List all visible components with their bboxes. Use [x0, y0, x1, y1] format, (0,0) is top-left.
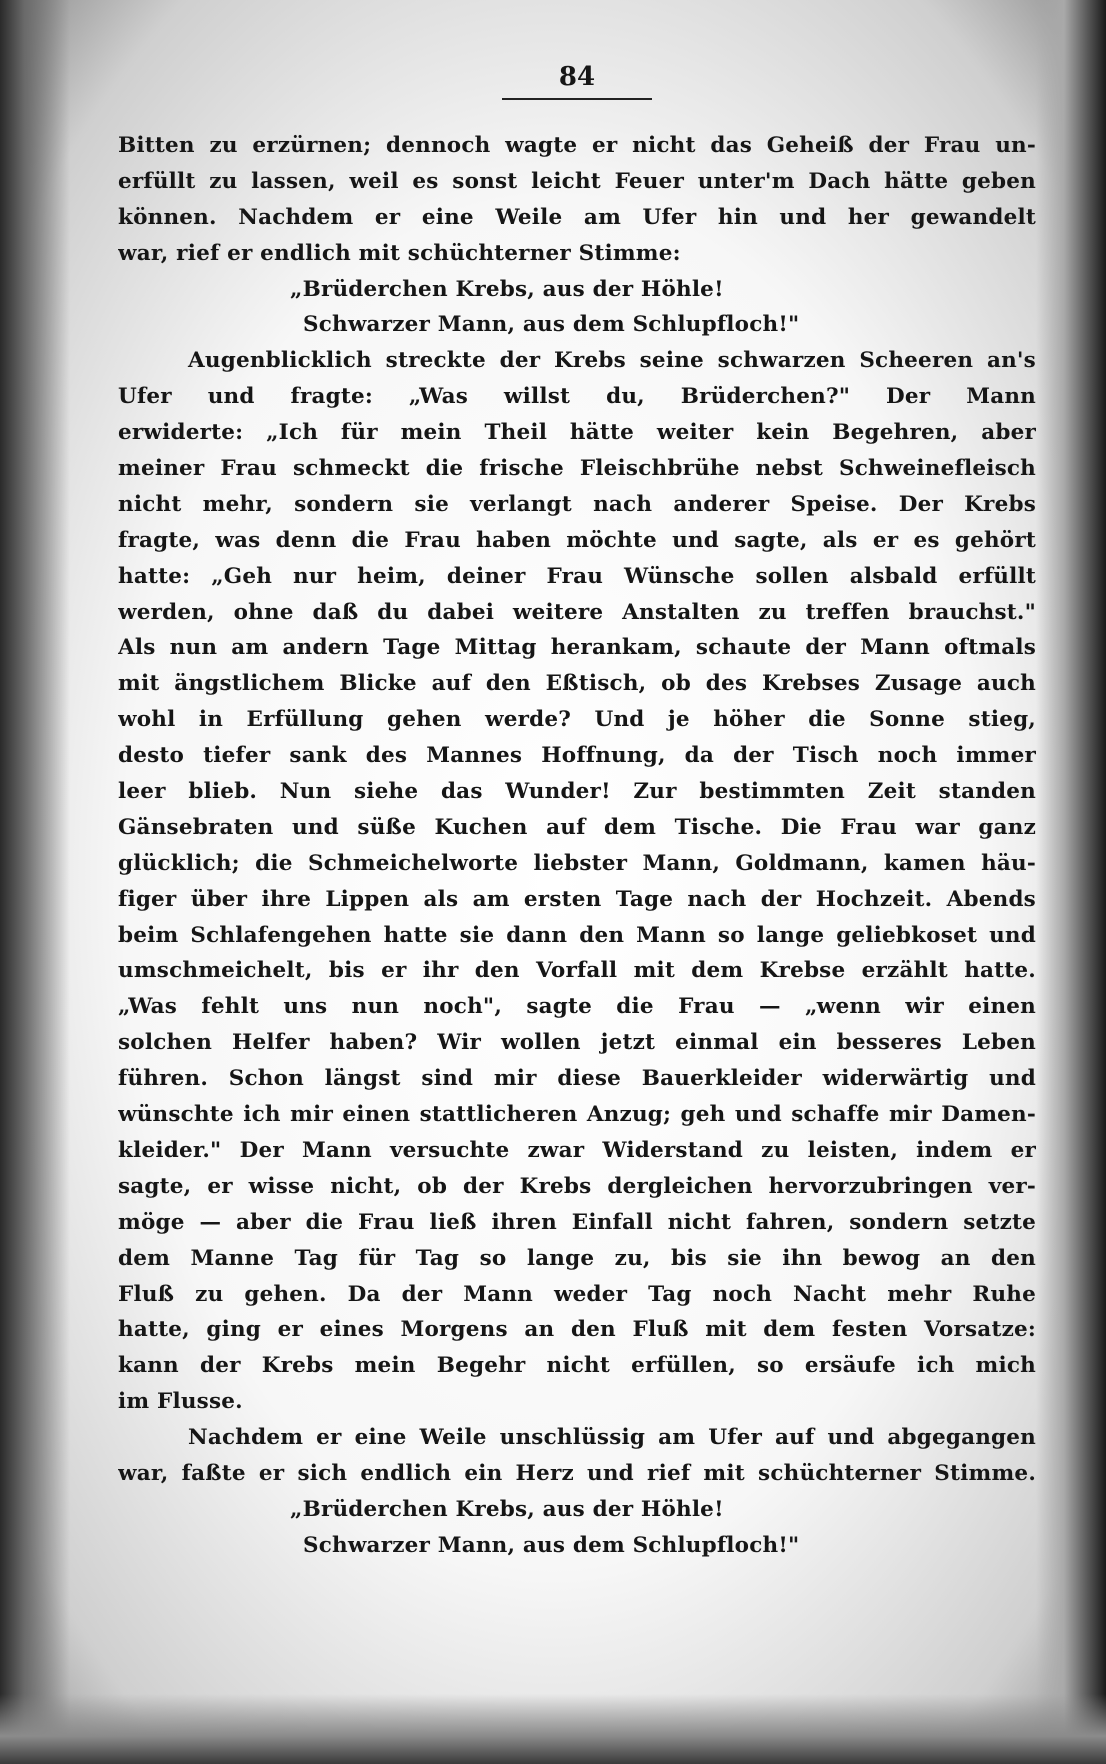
text-line: meiner Frau schmeckt die frische Fleischbrühe nebst Schweinefleisch — [118, 456, 1036, 482]
text-line: nicht mehr, sondern sie verlangt nach anderer Speise. Der Krebs — [118, 491, 1036, 517]
text-line: führen. Schon längst sind mir diese Bauerkleider widerwärtig und — [118, 1066, 1036, 1092]
text-line: Gänsebraten und süße Kuchen auf dem Tische. Die Frau war ganz — [118, 814, 1036, 840]
scan-shadow-right — [1036, 0, 1106, 1764]
page-number-rule — [502, 98, 652, 100]
text-line: figer über ihre Lippen als am ersten Tage nach der Hochzeit. Abends — [118, 886, 1036, 912]
page-number: 84 — [558, 62, 596, 92]
text-line: Als nun am andern Tage Mittag herankam, schaute der Mann oftmals — [118, 635, 1036, 661]
text-line: hatte, ging er eines Morgens an den Fluß mit dem festen Vorsatze: — [118, 1317, 1036, 1343]
text-line: möge — aber die Frau ließ ihren Einfall nicht fahren, sondern setzte — [118, 1209, 1036, 1235]
text-line: wohl in Erfüllung gehen werde? Und je höher die Sonne stieg, — [118, 707, 1036, 733]
text-line: Fluß zu gehen. Da der Mann weder Tag noch Nacht mehr Ruhe — [118, 1281, 1036, 1307]
text-line: werden, ohne daß du dabei weitere Anstalten zu treffen brauchst." — [118, 599, 1036, 625]
text-line: wünschte ich mir einen stattlicheren Anzug; geh und schaffe mir Damen- — [118, 1102, 1036, 1128]
text-line: hatte: „Geh nur heim, deiner Frau Wünsche sollen alsbald erfüllt — [118, 563, 1036, 589]
text-line: dem Manne Tag für Tag so lange zu, bis sie ihn bewog an den — [118, 1245, 1036, 1271]
text-line: solchen Helfer haben? Wir wollen jetzt einmal ein besseres Leben — [118, 1030, 1036, 1056]
text-line: im Flusse. — [118, 1389, 243, 1415]
text-line: war, faßte er sich endlich ein Herz und rief mit schüchterner Stimme. — [118, 1460, 1036, 1486]
text-line: beim Schlafengehen hatte sie dann den Mann so lange geliebkoset und — [118, 922, 1036, 948]
scan-shadow-left — [0, 0, 70, 1764]
text-line: glücklich; die Schmeichelworte liebster Mann, Goldmann, kamen häu- — [118, 850, 1036, 876]
text-line: war, rief er endlich mit schüchterner Stimme: — [118, 240, 681, 266]
text-line: desto tiefer sank des Mannes Hoffnung, da der Tisch noch immer — [118, 743, 1036, 769]
text-line: erwiderte: „Ich für mein Theil hätte weiter kein Begehren, aber — [118, 420, 1036, 446]
text-line: kann der Krebs mein Begehr nicht erfüllen, so ersäufe ich mich — [118, 1353, 1036, 1379]
text-line: erfüllt zu lassen, weil es sonst leicht Feuer unter'm Dach hätte geben — [118, 168, 1036, 194]
text-line: Augenblicklich streckte der Krebs seine schwarzen Scheeren an's — [188, 348, 1036, 374]
book-page — [118, 52, 1036, 1732]
text-line: können. Nachdem er eine Weile am Ufer hin und her gewandelt — [118, 204, 1036, 230]
text-line: mit ängstlichem Blicke auf den Eßtisch, ob des Krebses Zusage auch — [118, 671, 1036, 697]
verse-line: „Brüderchen Krebs, aus der Höhle! — [290, 1496, 724, 1522]
verse-line: Schwarzer Mann, aus dem Schlupfloch!" — [303, 312, 800, 338]
text-line: Bitten zu erzürnen; dennoch wagte er nicht das Geheiß der Frau un- — [118, 133, 1036, 158]
text-line: „Was fehlt uns nun noch", sagte die Frau — „wenn wir einen — [118, 994, 1036, 1020]
text-line: Nachdem er eine Weile unschlüssig am Ufer auf und abgegangen — [188, 1425, 1036, 1451]
text-line: kleider." Der Mann versuchte zwar Widerstand zu leisten, indem er — [118, 1137, 1036, 1163]
text-line: leer blieb. Nun siehe das Wunder! Zur bestimmten Zeit standen — [118, 779, 1036, 805]
body-text — [118, 128, 1036, 1564]
text-line: umschmeichelt, bis er ihr den Vorfall mit dem Krebse erzählt hatte. — [118, 958, 1036, 984]
verse-line: Schwarzer Mann, aus dem Schlupfloch!" — [303, 1532, 800, 1558]
verse-line: „Brüderchen Krebs, aus der Höhle! — [290, 276, 724, 302]
text-line: sagte, er wisse nicht, ob der Krebs dergleichen hervorzubringen ver- — [118, 1173, 1036, 1199]
text-line: Ufer und fragte: „Was willst du, Brüderchen?" Der Mann — [118, 384, 1036, 410]
text-line: fragte, was denn die Frau haben möchte und sagte, als er es gehört — [118, 527, 1036, 553]
